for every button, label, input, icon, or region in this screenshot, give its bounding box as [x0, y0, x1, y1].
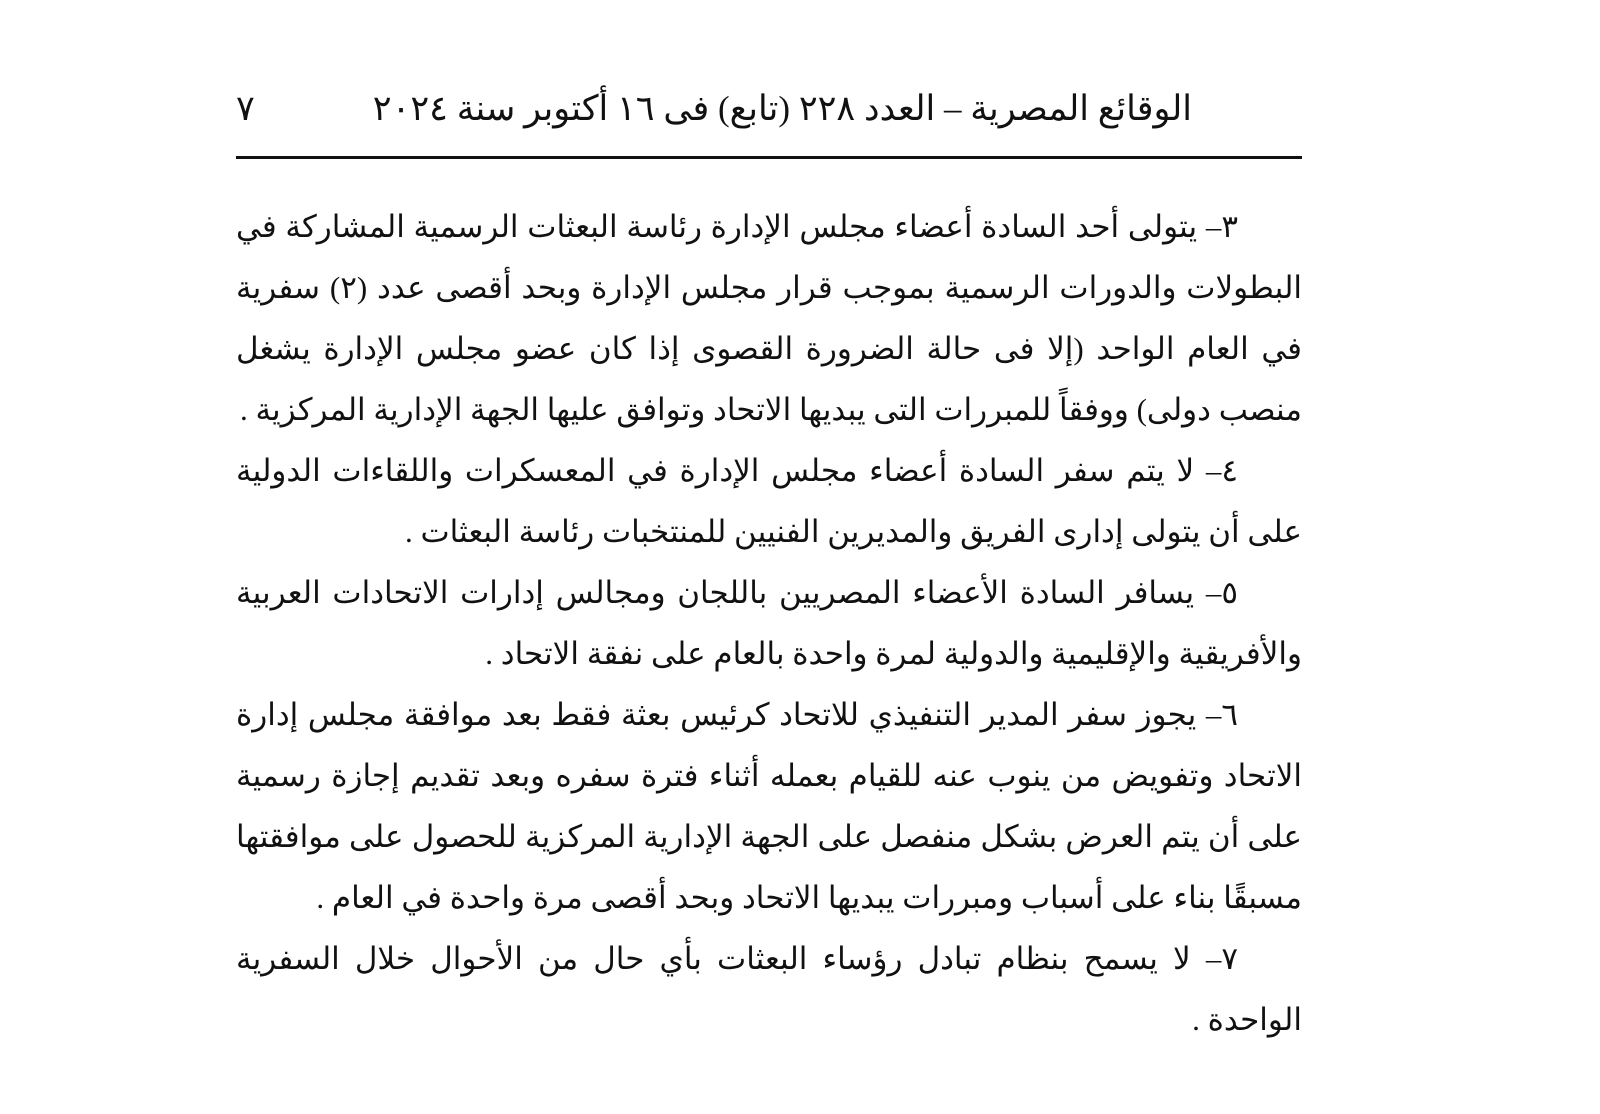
page-number: ٧ [236, 89, 255, 128]
article-body [236, 196, 1302, 1050]
header-divider [236, 156, 1302, 159]
clause-7: ٧– لا يسمح بنظام تبادل رؤساء البعثات بأي حال من الأحوال خلال السفرية الواحدة . [236, 941, 1302, 1037]
clause-6: ٦– يجوز سفر المدير التنفيذي للاتحاد كرئيس بعثة فقط بعد موافقة مجلس إدارة الاتحاد وتفويض من ينوب عنه للقيام بعمله أثناء فترة سفره وبعد تقديم إجازة رسمية على أن يتم العرض بشكل منفصل على الجهة الإدارية المركزية للحصول على موافقتها مسبقًا بناء على أسباب ومبررات يبديها الاتحاد وبحد أقصى مرة واحدة في العام . [236, 697, 1302, 915]
clause-4: ٤– لا يتم سفر السادة أعضاء مجلس الإدارة في المعسكرات واللقاءات الدولية على أن يتولى إدارى الفريق والمديرين الفنيين للمنتخبات رئاسة البعثات . [236, 453, 1302, 549]
page-header [236, 84, 1302, 134]
gazette-title: الوقائع المصرية – العدد ٢٢٨ (تابع) فى ١٦ أكتوبر سنة ٢٠٢٤ [372, 89, 1192, 128]
clause-5: ٥– يسافر السادة الأعضاء المصريين باللجان ومجالس إدارات الاتحادات العربية والأفريقية والإقليمية والدولية لمرة واحدة بالعام على نفقة الاتحاد . [236, 575, 1302, 671]
clause-3: ٣– يتولى أحد السادة أعضاء مجلس الإدارة رئاسة البعثات الرسمية المشاركة في البطولات والدورات الرسمية بموجب قرار مجلس الإدارة وبحد أقصى عدد (٢) سفرية في العام الواحد (إلا فى حالة الضرورة القصوى إذا كان عضو مجلس الإدارة يشغل منصب دولى) ووفقاً للمبررات التى يبديها الاتحاد وتوافق عليها الجهة الإدارية المركزية . [236, 209, 1302, 427]
